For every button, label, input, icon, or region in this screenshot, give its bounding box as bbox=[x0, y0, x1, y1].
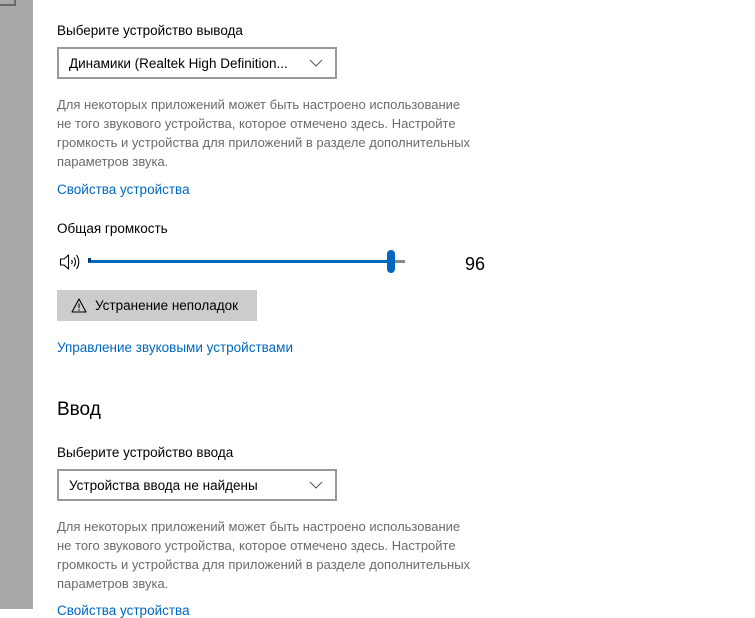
output-description bbox=[57, 95, 507, 171]
chevron-down-icon bbox=[309, 59, 323, 67]
input-device-value: Устройства ввода не найдены bbox=[69, 477, 258, 493]
volume-slider-fill bbox=[88, 260, 390, 263]
volume-slider-track[interactable] bbox=[88, 260, 405, 263]
output-device-label: Выберите устройство вывода bbox=[57, 23, 243, 38]
corner-frame bbox=[0, 0, 16, 6]
speaker-icon bbox=[59, 253, 81, 271]
description-line: не того звукового устройства, которое отмечено здесь. Настройте bbox=[57, 538, 456, 553]
description-line: Для некоторых приложений может быть настроено использование bbox=[57, 519, 461, 534]
warning-icon bbox=[71, 298, 87, 313]
description-line: параметров звука. bbox=[57, 576, 169, 591]
troubleshoot-button-label: Устранение неполадок bbox=[95, 298, 239, 313]
description-line: громкость и устройства для приложений в разделе дополнительных bbox=[57, 135, 471, 150]
input-device-properties-link[interactable]: Свойства устройства bbox=[57, 603, 190, 618]
volume-value: 96 bbox=[465, 254, 486, 274]
input-device-dropdown[interactable] bbox=[57, 469, 337, 501]
output-device-dropdown[interactable] bbox=[57, 47, 337, 79]
troubleshoot-button[interactable] bbox=[57, 290, 257, 321]
input-section-title: Ввод bbox=[57, 399, 101, 420]
description-line: громкость и устройства для приложений в разделе дополнительных bbox=[57, 557, 471, 572]
description-line: не того звукового устройства, которое отмечено здесь. Настройте bbox=[57, 116, 456, 131]
description-line: Для некоторых приложений может быть настроено использование bbox=[57, 97, 461, 112]
master-volume-control bbox=[57, 248, 497, 276]
volume-slider-thumb[interactable] bbox=[387, 250, 395, 273]
input-description bbox=[57, 517, 507, 593]
manage-sound-devices-link[interactable]: Управление звуковыми устройствами bbox=[57, 340, 293, 355]
volume-slider-start-tick bbox=[88, 258, 91, 262]
output-device-properties-link[interactable]: Свойства устройства bbox=[57, 182, 190, 197]
left-navigation-strip bbox=[0, 0, 33, 609]
chevron-down-icon bbox=[309, 481, 323, 489]
output-device-value: Динамики (Realtek High Definition... bbox=[69, 55, 288, 71]
description-line: параметров звука. bbox=[57, 154, 169, 169]
master-volume-label: Общая громкость bbox=[57, 221, 168, 236]
input-device-label: Выберите устройство ввода bbox=[57, 445, 234, 460]
